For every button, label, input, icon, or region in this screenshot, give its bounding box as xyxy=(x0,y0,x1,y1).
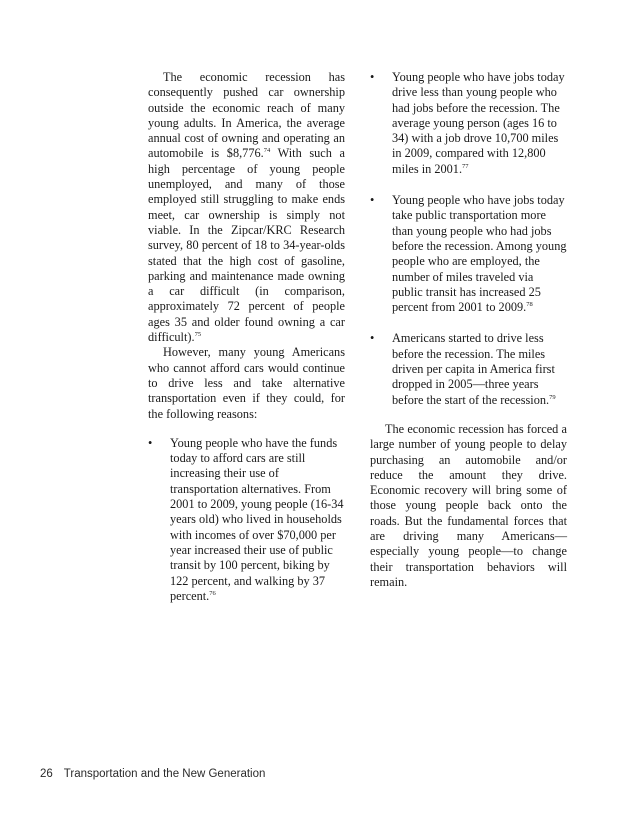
bullet-mark: • xyxy=(370,193,375,208)
left-column xyxy=(148,70,345,620)
closing-paragraph: The economic recession has forced a large number of young people to delay purchasing an automobile and/or reduce the amount they drive. Economic recovery will bring some of those young people back onto the roads. But the fundamental forces that are driving many Americans—especially young people—to change their transportation behaviors will remain. xyxy=(370,421,567,589)
bullet-mark: • xyxy=(370,331,375,346)
bullet-text: Young people who have jobs today drive less than young people who had jobs before the recession. The average young person (ages 16 to 34) with a job drove 10,700 miles in 2009, compared with 12,800 miles in 2001. xyxy=(392,70,565,176)
left-bullet-list xyxy=(148,436,345,604)
bullet-text: Young people who have jobs today take public transportation more than young people who had jobs before the recession. Among young people who are employed, the number of miles traveled via public transit has increased 25 percent from 2001 to 2009. xyxy=(392,193,567,315)
paragraph-text-continued: With such a high percentage of young people unemployed, and many of those employed still struggling to make ends meet, car ownership is simply not viable. In the Zipcar/KRC Research survey, 80 percent of 18 to 34-year-olds stated that the high cost of gasoline, parking and maintenance made owning a car difficult (in comparison, approximately 72 percent of people ages 35 and older found owning a car difficult). xyxy=(148,146,345,345)
list-item xyxy=(370,193,567,315)
bullet-mark: • xyxy=(370,70,375,84)
footnote-ref: 74 xyxy=(263,147,271,155)
bullet-text: Americans started to drive less before the recession. The miles driven per capita in America first dropped in 2005—three years before the start of the recession. xyxy=(392,331,555,407)
publication-title: Transportation and the New Generation xyxy=(63,768,266,780)
footnote-ref: 75 xyxy=(194,330,202,338)
page-number: 26 xyxy=(40,768,53,780)
reasons-intro-paragraph: However, many young Americans who cannot afford cars would continue to drive less and take alternative transportation even if they could, for the following reasons: xyxy=(148,345,345,421)
paragraph-text: The economic recession has consequently pushed car ownership outside the economic reach of many young adults. In America, the average annual cost of owning and operating an automobile is $8,776. xyxy=(148,70,345,161)
footnote-ref: 79 xyxy=(549,393,556,401)
page-footer xyxy=(40,768,265,780)
list-item xyxy=(370,331,567,407)
footnote-ref: 78 xyxy=(526,301,533,309)
bullet-text: Young people who have the funds today to afford cars are still increasing their use of transportation alternatives. From 2001 to 2009, young people (16-34 years old) who lived in households with incomes of over $70,000 per year increased their use of public transit by 100 percent, biking by 122 percent, and walking by 37 percent. xyxy=(170,435,344,603)
footnote-ref: 77 xyxy=(462,162,469,170)
list-item xyxy=(148,436,345,604)
footnote-ref: 76 xyxy=(209,589,216,597)
bullet-mark: • xyxy=(148,435,153,450)
recession-paragraph xyxy=(148,70,345,345)
right-bullet-list xyxy=(370,70,567,408)
right-column xyxy=(370,70,567,590)
list-item xyxy=(370,70,567,177)
